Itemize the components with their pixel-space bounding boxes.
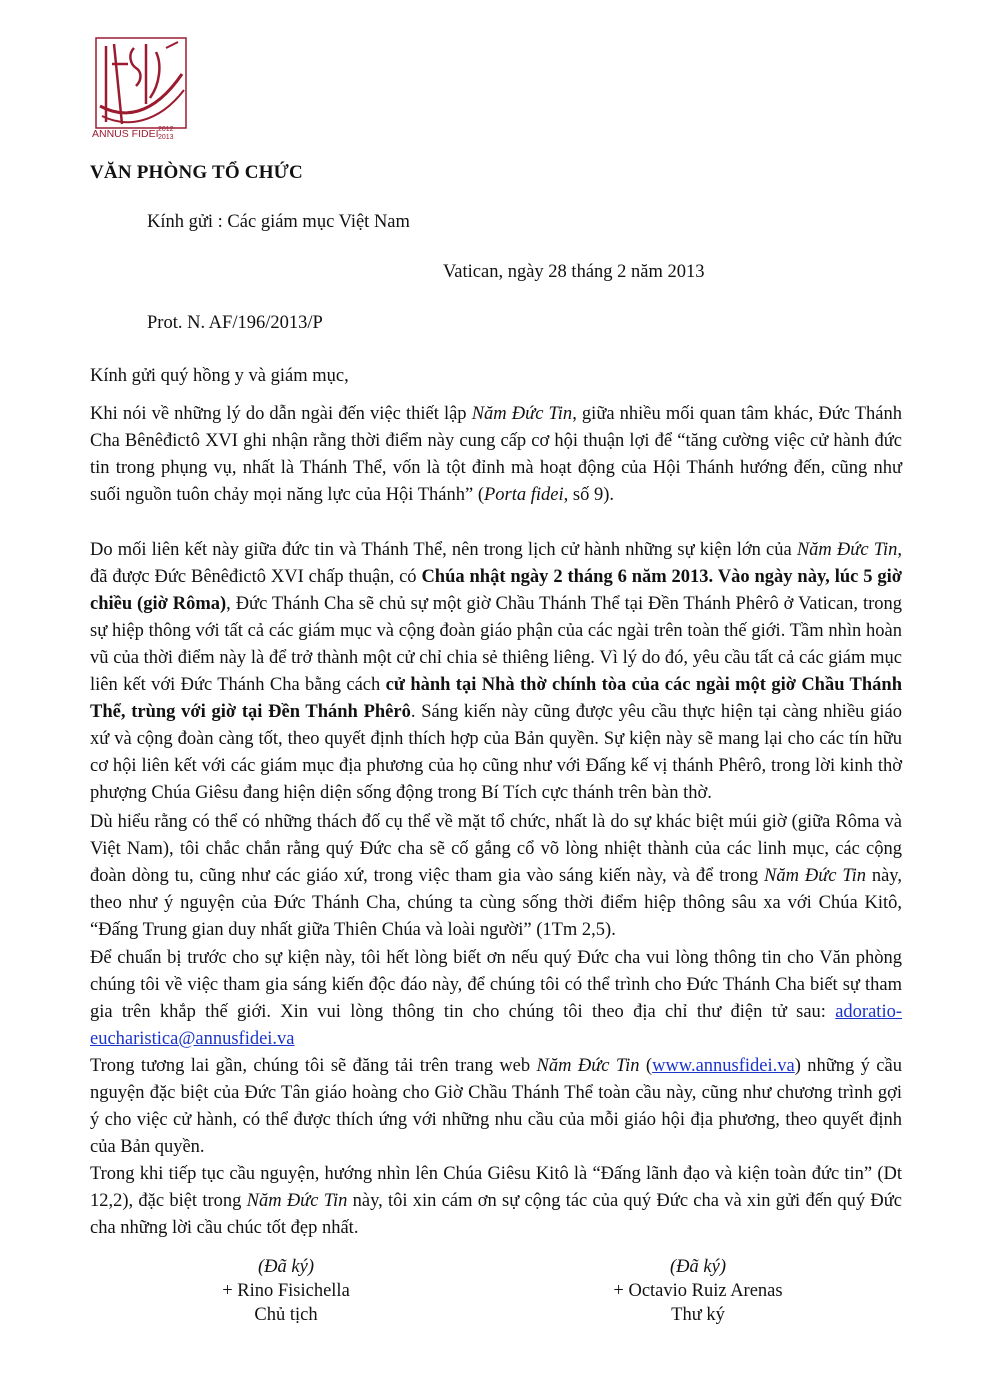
logo-emblem-icon (92, 34, 190, 132)
email-link[interactable]: adoratio-eucharistica@annusfidei.va (90, 1002, 902, 1049)
paragraph-1: Khi nói về những lý do dẫn ngài đến việc thiết lập Năm Đức Tin, giữa nhiều mối quan tâm khác, Đức Thánh Cha Bênêđictô XVI ghi nhận rằng thời điểm này cung cấp cơ hội thuận lợi để “tăng cường việc cử hành đức tin trong phụng vụ, nhất là Thánh Thể, vốn là tột đỉnh mà hoạt động của Hội Thánh hướng đến, cũng như suối nguồn tuôn chảy mọi năng lực của Hội Thánh” (Porta fidei, số 9). (90, 404, 902, 505)
paragraph-3: Dù hiểu rằng có thể có những thách đố cụ thể về mặt tổ chức, nhất là do sự khác biệt múi giờ (giữa Rôma và Việt Nam), tôi chắc chắn rằng quý Đức cha sẽ cố gắng cổ võ lòng nhiệt thành của các linh mục, các cộng đoàn dòng tu, cũng như các giáo xứ, trong việc tham gia vào sáng kiến này, và để trong Năm Đức Tin này, theo như ý nguyện của Đức Thánh Cha, chúng ta cùng sống thời điểm hiệp thông sâu xa với Chúa Kitô, “Đấng Trung gian duy nhất giữa Thiên Chúa và loài người” (1Tm 2,5). (90, 812, 902, 940)
signed-note: (Đã ký) (670, 1257, 726, 1277)
website-link[interactable]: www.annusfidei.va (652, 1056, 795, 1076)
signer-title: Chủ tịch (254, 1305, 318, 1325)
signed-note: (Đã ký) (258, 1257, 314, 1277)
logo-text (92, 128, 190, 140)
logo-year-top: 2012 (158, 126, 174, 133)
signer-title: Thư ký (671, 1305, 725, 1325)
paragraph-4: Để chuẩn bị trước cho sự kiện này, tôi hết lòng biết ơn nếu quý Đức cha vui lòng thông tin cho Văn phòng chúng tôi về việc tham gia sáng kiến độc đáo này, để chúng tôi có thể trình cho Đức Thánh Cha biết sự tham gia trên khắp thế giới. Xin vui lòng thông tin cho chúng tôi theo địa chỉ thư điện tử sau: adoratio-eucharistica@annusfidei.va (90, 948, 902, 1049)
signature-president (156, 1255, 416, 1327)
signer-name: + Octavio Ruiz Arenas (613, 1281, 783, 1301)
signer-name: + Rino Fisichella (222, 1281, 350, 1301)
logo-title: ANNUS FIDEI (92, 128, 159, 140)
protocol-number: Prot. N. AF/196/2013/P (147, 313, 323, 333)
date-line: Vatican, ngày 28 tháng 2 năm 2013 (443, 262, 705, 282)
addressee-line: Kính gửi : Các giám mục Việt Nam (147, 212, 410, 232)
office-heading: VĂN PHÒNG TỔ CHỨC (90, 162, 303, 183)
greeting: Kính gửi quý hồng y và giám mục, (90, 366, 349, 386)
signature-secretary (568, 1255, 828, 1327)
paragraph-5: Trong tương lai gần, chúng tôi sẽ đăng tải trên trang web Năm Đức Tin (www.annusfidei.va) những ý cầu nguyện đặc biệt của Đức Tân giáo hoàng cho Giờ Chầu Thánh Thể toàn cầu này, cũng như chương trình gợi ý cho việc cử hành, có thể được thích ứng với những nhu cầu của mỗi giáo hội địa phương, theo quyết định của Bản quyền. (90, 1056, 902, 1157)
paragraph-2: Do mối liên kết này giữa đức tin và Thánh Thể, nên trong lịch cử hành những sự kiện lớn của Năm Đức Tin, đã được Đức Bênêđictô XVI chấp thuận, có Chúa nhật ngày 2 tháng 6 năm 2013. Vào ngày này, lúc 5 giờ chiều (giờ Rôma), Đức Thánh Cha sẽ chủ sự một giờ Chầu Thánh Thể tại Đền Thánh Phêrô ở Vatican, trong sự hiệp thông với tất cả các giám mục và cộng đoàn giáo phận của các ngài trên toàn thế giới. Tầm nhìn hoàn vũ của thời điểm này là để trở thành một cử chỉ chia sẻ thiêng liêng. Vì lý do đó, yêu cầu tất cả các giám mục liên kết với Đức Thánh Cha bằng cách cử hành tại Nhà thờ chính tòa của các ngài một giờ Chầu Thánh Thể, trùng với giờ tại Đền Thánh Phêrô. Sáng kiến này cũng được yêu cầu thực hiện tại càng nhiều giáo xứ và cộng đoàn càng tốt, theo quyết định thích hợp của Bản quyền. Sự kiện này sẽ mang lại cho các tín hữu cơ hội liên kết với các giám mục địa phương của họ cũng như với Đấng kế vị thánh Phêrô, trong lời kinh thờ phượng Chúa Giêsu đang hiện diện sống động trong Bí Tích cực thánh trên bàn thờ. (90, 540, 902, 803)
logo-years (158, 126, 174, 142)
logo-year-bottom: 2013 (158, 134, 174, 141)
paragraph-6: Trong khi tiếp tục cầu nguyện, hướng nhìn lên Chúa Giêsu Kitô là “Đấng lãnh đạo và kiện toàn đức tin” (Dt 12,2), đặc biệt trong Năm Đức Tin này, tôi xin cám ơn sự cộng tác của quý Đức cha và xin gửi đến quý Đức cha những lời cầu chúc tốt đẹp nhất. (90, 1164, 903, 1238)
